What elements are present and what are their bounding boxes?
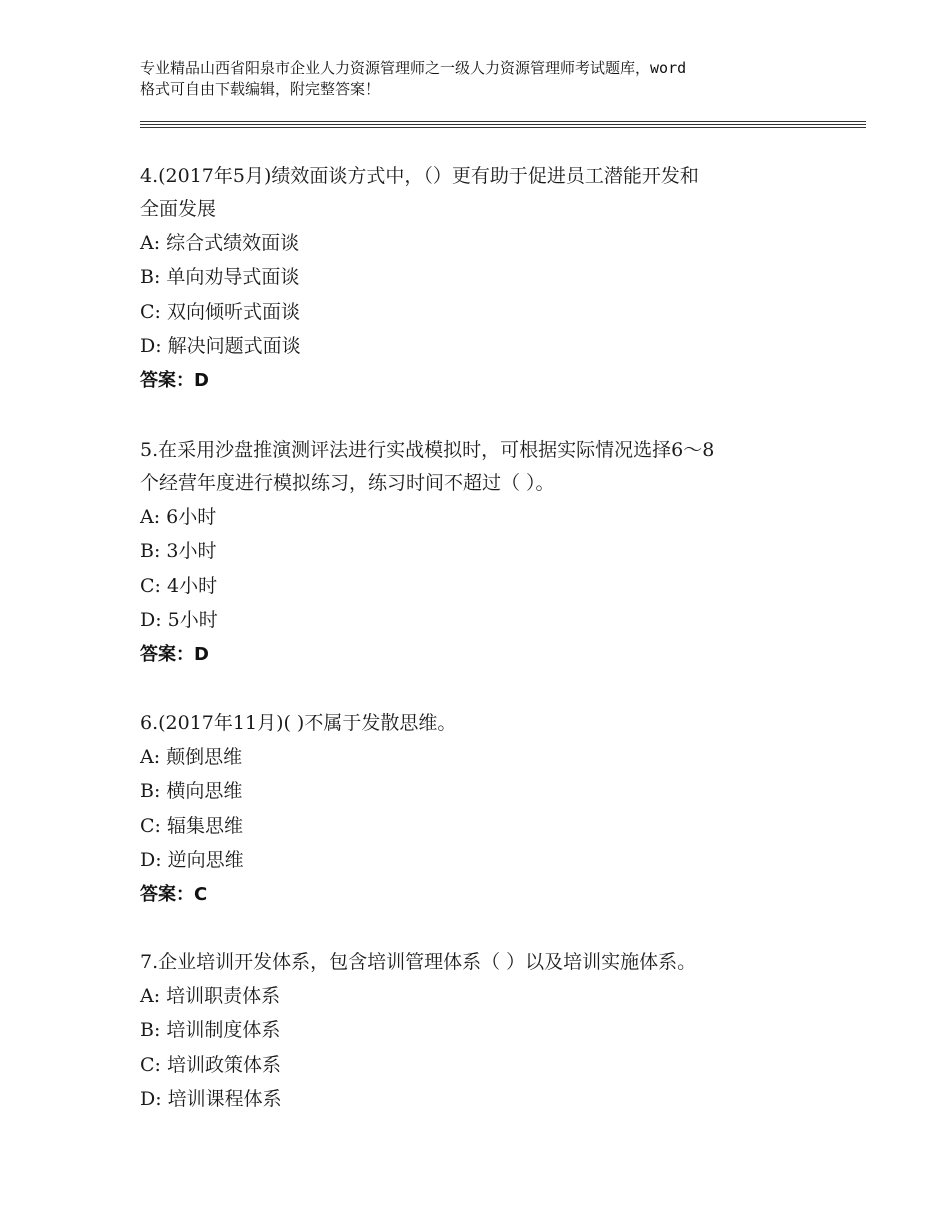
question-stem: 6.(2017年11月)( )不属于发散思维。 xyxy=(140,712,457,734)
document-header xyxy=(140,58,840,100)
question-stem: 4.(2017年5月)绩效面谈方式中，（）更有助于促进员工潜能开发和 xyxy=(140,165,699,187)
option-b: B: 横向思维 xyxy=(140,780,243,803)
header-line-1: 专业精品山西省阳泉市企业人力资源管理师之一级人力资源管理师考试题库，word xyxy=(140,59,687,77)
header-divider xyxy=(140,124,866,125)
option-b: B: 单向劝导式面谈 xyxy=(140,266,300,289)
option-c: C: 双向倾听式面谈 xyxy=(140,300,300,323)
question-5 xyxy=(140,434,820,672)
option-c: C: 辐集思维 xyxy=(140,814,243,837)
option-d: D: 解决问题式面谈 xyxy=(140,335,301,358)
question-7 xyxy=(140,946,820,1117)
option-a: A: 6小时 xyxy=(140,506,217,528)
option-a: A: 培训职责体系 xyxy=(140,985,281,1007)
option-b: B: 培训制度体系 xyxy=(140,1019,281,1042)
option-b: B: 3小时 xyxy=(140,540,217,563)
option-c: C: 培训政策体系 xyxy=(140,1053,281,1076)
header-divider xyxy=(140,121,866,122)
question-stem: 个经营年度进行模拟练习，练习时间不超过（ ）。 xyxy=(140,472,555,494)
question-6 xyxy=(140,707,820,912)
question-stem: 7.企业培训开发体系，包含培训管理体系（ ）以及培训实施体系。 xyxy=(140,951,697,973)
answer: 答案：D xyxy=(140,643,209,665)
answer: 答案：D xyxy=(140,369,209,391)
question-4 xyxy=(140,160,820,398)
header-divider xyxy=(140,127,866,128)
answer: 答案：C xyxy=(140,883,208,905)
option-a: A: 综合式绩效面谈 xyxy=(140,232,300,254)
option-a: A: 颠倒思维 xyxy=(140,746,243,768)
question-stem: 全面发展 xyxy=(140,198,217,220)
question-stem: 5.在采用沙盘推演测评法进行实战模拟时，可根据实际情况选择6～8 xyxy=(140,439,715,461)
option-d: D: 培训课程体系 xyxy=(140,1088,282,1111)
header-line-2: 格式可自由下载编辑，附完整答案！ xyxy=(140,80,381,98)
option-d: D: 5小时 xyxy=(140,609,218,632)
option-d: D: 逆向思维 xyxy=(140,849,244,872)
option-c: C: 4小时 xyxy=(140,574,218,597)
